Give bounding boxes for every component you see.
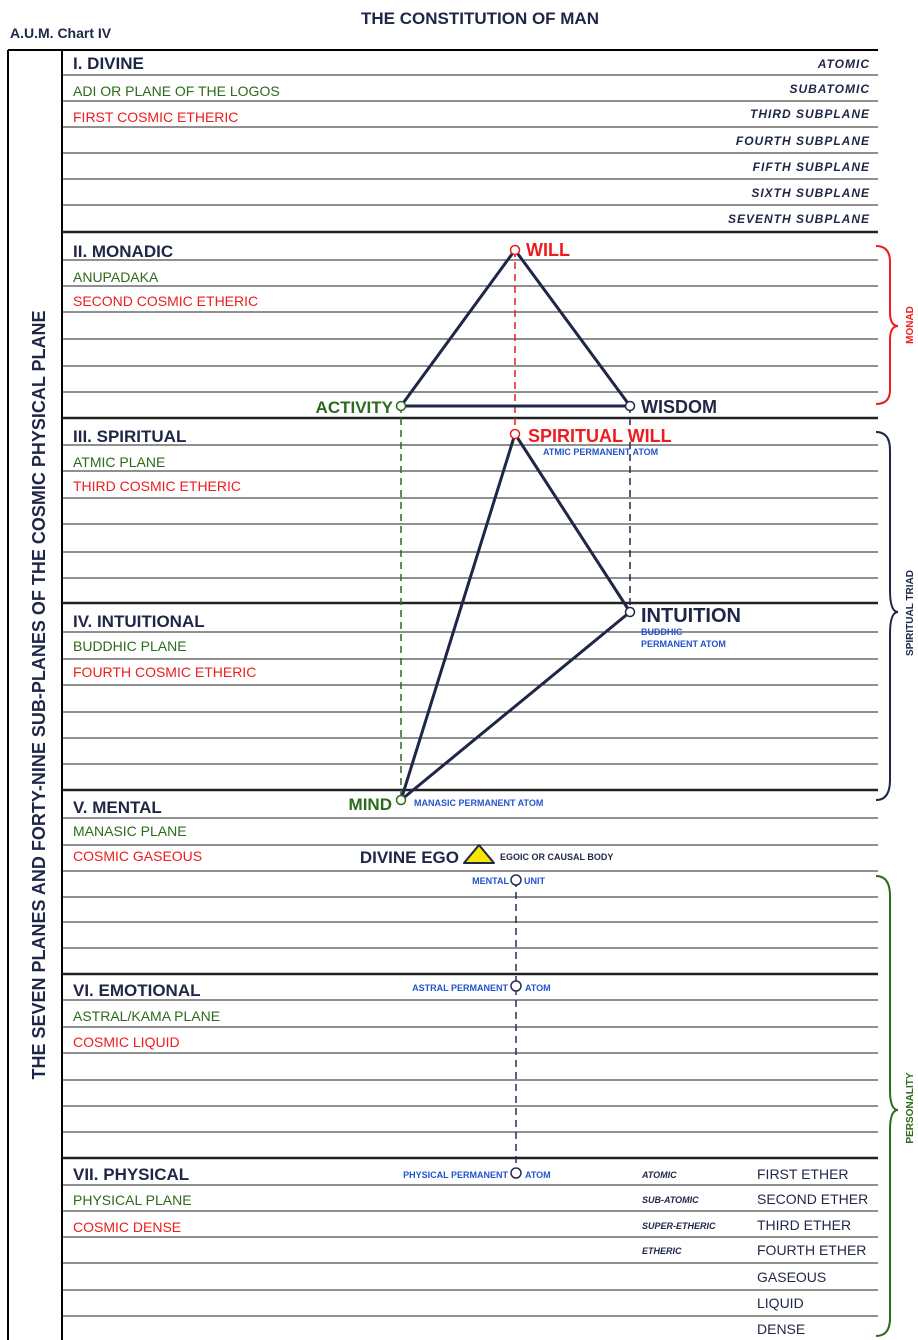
plane-name-monadic: ANUPADAKA: [73, 269, 159, 285]
monad-bracket: [876, 246, 898, 404]
activity-atom-icon: [397, 402, 406, 411]
mental-unit-label-2: UNIT: [524, 876, 545, 886]
cosmic-label-divine: FIRST COSMIC ETHERIC: [73, 109, 239, 125]
plane-heading-mental: V. MENTAL: [73, 798, 162, 817]
atmic-atom-icon: [511, 430, 520, 439]
physical-subplane-subatomic: SUB-ATOMIC: [642, 1195, 699, 1205]
subplane-label-fifth: FIFTH SUBPLANE: [752, 160, 870, 174]
activity-label: ACTIVITY: [315, 398, 393, 417]
subplane-label-atomic: ATOMIC: [817, 57, 870, 71]
triad-bracket: [876, 432, 898, 800]
subplane-label-seventh: SEVENTH SUBPLANE: [727, 212, 870, 226]
physical-atom-label-1: PHYSICAL PERMANENT: [403, 1170, 508, 1180]
spiritual-will-label: SPIRITUAL WILL: [528, 426, 672, 446]
personality-bracket: [876, 876, 898, 1336]
mental-unit-icon: [511, 875, 521, 885]
page-title: THE CONSTITUTION OF MAN: [361, 9, 599, 28]
plane-heading-divine: I. DIVINE: [73, 54, 144, 73]
subplane-label-sixth: SIXTH SUBPLANE: [751, 186, 870, 200]
ether-fourth: FOURTH ETHER: [757, 1242, 867, 1258]
ether-liquid: LIQUID: [757, 1295, 804, 1311]
atmic-atom-label: ATMIC PERMANENT ATOM: [543, 447, 659, 457]
subplane-label-subatomic: SUBATOMIC: [789, 82, 870, 96]
side-label: THE SEVEN PLANES AND FORTY-NINE SUB-PLANES OF THE COSMIC PHYSICAL PLANE: [29, 310, 49, 1080]
manasic-atom-icon: [397, 796, 406, 805]
plane-name-mental: MANASIC PLANE: [73, 823, 187, 839]
physical-atom-icon: [511, 1168, 521, 1178]
will-label: WILL: [526, 240, 570, 260]
plane-heading-monadic: II. MONADIC: [73, 242, 174, 261]
plane-name-divine: ADI OR PLANE OF THE LOGOS: [73, 83, 280, 99]
buddhic-atom-label-2: PERMANENT ATOM: [641, 639, 726, 649]
ether-second: SECOND ETHER: [757, 1191, 869, 1207]
plane-heading-emotional: VI. EMOTIONAL: [73, 981, 201, 1000]
astral-atom-icon: [511, 981, 521, 991]
cosmic-label-mental: COSMIC GASEOUS: [73, 848, 203, 864]
physical-atom-label-2: ATOM: [525, 1170, 551, 1180]
astral-atom-label-1: ASTRAL PERMANENT: [412, 983, 508, 993]
cosmic-label-spiritual: THIRD COSMIC ETHERIC: [73, 478, 241, 494]
monad-bracket-label: MONAD: [905, 306, 916, 344]
egoic-body-label: EGOIC OR CAUSAL BODY: [500, 852, 614, 862]
buddhic-atom-label-1: BUDDHIC: [641, 627, 683, 637]
buddhic-atom-icon: [626, 608, 635, 617]
chart-label: A.U.M. Chart IV: [10, 25, 112, 41]
plane-name-emotional: ASTRAL/KAMA PLANE: [73, 1008, 221, 1024]
cosmic-label-physical: COSMIC DENSE: [73, 1219, 182, 1235]
physical-subplane-etheric: ETHERIC: [642, 1246, 682, 1256]
wisdom-atom-icon: [626, 402, 635, 411]
ether-first: FIRST ETHER: [757, 1166, 849, 1182]
subplane-label-third: THIRD SUBPLANE: [749, 107, 870, 121]
plane-heading-spiritual: III. SPIRITUAL: [73, 427, 187, 446]
subplane-lines: [62, 75, 878, 1316]
plane-name-spiritual: ATMIC PLANE: [73, 454, 166, 470]
physical-subplane-superetheric: SUPER-ETHERIC: [642, 1221, 716, 1231]
plane-name-physical: PHYSICAL PLANE: [73, 1192, 192, 1208]
ether-dense: DENSE: [757, 1321, 806, 1337]
personality-bracket-label: PERSONALITY: [905, 1072, 916, 1144]
manasic-atom-label: MANASIC PERMANENT ATOM: [414, 798, 544, 808]
wisdom-label: WISDOM: [641, 397, 717, 417]
cosmic-label-emotional: COSMIC LIQUID: [73, 1034, 180, 1050]
plane-name-intuitional: BUDDHIC PLANE: [73, 638, 187, 654]
cosmic-label-monadic: SECOND COSMIC ETHERIC: [73, 293, 259, 309]
intuition-label: INTUITION: [641, 605, 741, 627]
ether-gaseous: GASEOUS: [757, 1269, 827, 1285]
mind-label: MIND: [348, 795, 392, 814]
triad-bracket-label: SPIRITUAL TRIAD: [905, 570, 916, 656]
triad-triangle: [401, 434, 630, 800]
astral-atom-label-2: ATOM: [525, 983, 551, 993]
causal-body-triangle-icon: [464, 845, 494, 863]
plane-heading-physical: VII. PHYSICAL: [73, 1165, 190, 1184]
physical-subplane-atomic: ATOMIC: [642, 1170, 677, 1180]
subplane-label-fourth: FOURTH SUBPLANE: [735, 134, 870, 148]
ether-third: THIRD ETHER: [757, 1217, 852, 1233]
divine-ego-label: DIVINE EGO: [359, 848, 459, 867]
mental-unit-label-1: MENTAL: [472, 876, 509, 886]
plane-heading-intuitional: IV. INTUITIONAL: [73, 612, 205, 631]
cosmic-label-intuitional: FOURTH COSMIC ETHERIC: [73, 664, 257, 680]
will-atom-icon: [511, 246, 520, 255]
